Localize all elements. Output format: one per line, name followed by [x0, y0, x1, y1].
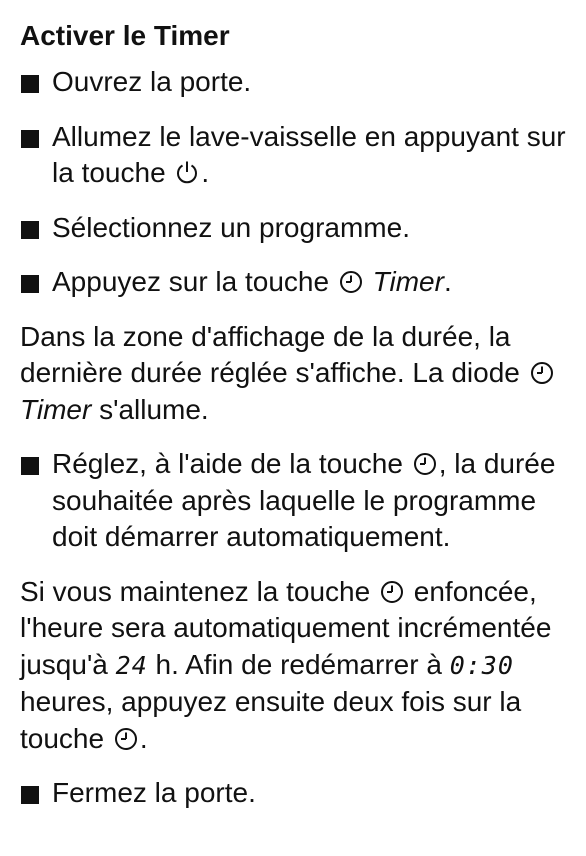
timer-key-label: Timer: [20, 393, 92, 425]
bullet-square: [21, 130, 39, 148]
display-value-restart: 0:30: [449, 650, 514, 680]
step-end: .: [201, 157, 210, 188]
step-text: Réglez, à l'aide de la touche: [52, 448, 403, 479]
timer-clock-icon: [112, 724, 140, 752]
step-end: .: [443, 266, 452, 297]
hold-text-1: Si vous maintenez la touche: [20, 575, 371, 607]
step-text: Ouvrez la porte.: [52, 66, 252, 97]
hold-end: .: [139, 722, 148, 754]
hold-text-2: enfoncée, l'heure sera automatiquement incrémentée jusqu'à: [20, 575, 552, 680]
timer-clock-icon: [378, 577, 406, 605]
step-text: Sélectionnez un programme.: [52, 211, 410, 243]
power-icon: [173, 158, 201, 186]
bullet-square: [21, 275, 39, 293]
info-text: Dans la zone d'affichage de la durée, la dernière durée réglée s'affiche. La diode: [20, 320, 520, 388]
timer-key-label: Timer: [372, 266, 444, 297]
info-end: s'allume.: [99, 393, 209, 425]
bullet-square: [21, 221, 39, 239]
hold-info-paragraph: [20, 574, 574, 758]
step-end: , la durée souhaitée après laquelle le programme doit démarrer automatiquement.: [52, 448, 556, 552]
timer-clock-icon: [411, 449, 439, 477]
hold-text-4: heures, appuyez ensuite deux fois sur la touche: [20, 686, 522, 754]
info-display-paragraph: [20, 319, 574, 429]
hold-text-3: h. Afin de redémarrer à: [155, 648, 442, 680]
bullet-square: [21, 75, 39, 93]
bullet-square: [21, 457, 39, 475]
step-power-on: [20, 119, 574, 192]
step-open-door: [20, 64, 574, 101]
step-text: Appuyez sur la touche: [52, 266, 330, 297]
step-select-program: [20, 210, 574, 247]
step-text: Allumez le lave-vaisselle en appuyant sur la touche: [52, 120, 566, 188]
step-text: Fermez la porte.: [52, 777, 256, 808]
timer-clock-icon: [528, 358, 556, 386]
display-value-max: 24: [115, 650, 148, 680]
section-heading: Activer le Timer: [20, 20, 230, 51]
step-press-timer: [20, 264, 574, 301]
step-set-duration: [20, 446, 574, 556]
timer-clock-icon: [337, 267, 365, 295]
bullet-square: [21, 786, 39, 804]
step-close-door: [20, 775, 574, 812]
